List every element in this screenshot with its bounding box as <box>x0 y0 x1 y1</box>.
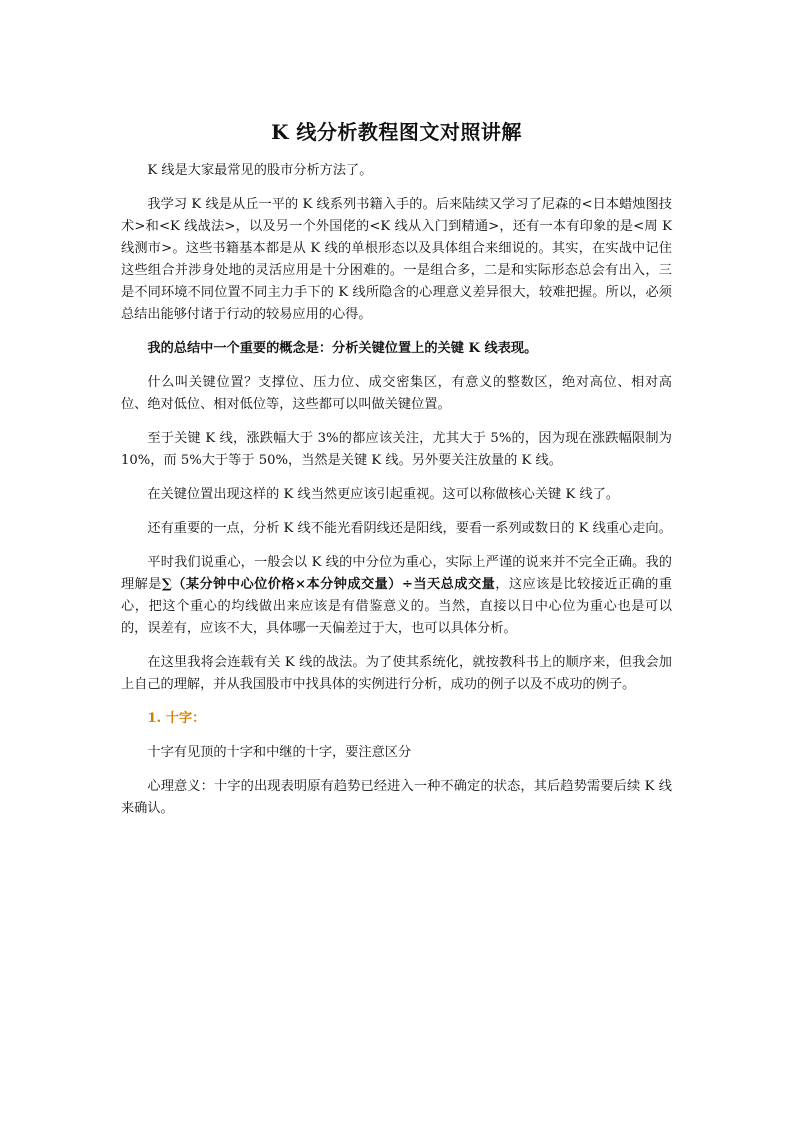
weighted-center-formula: ∑（某分钟中心位价格×本分钟成交量）÷当天总成交量 <box>161 577 496 592</box>
center-calculation-intro: 平时我们说重心，一般会以 K 线的中分位为重心，实际上严谨的说来并不完全正确。我的理解是 <box>121 555 672 592</box>
section-heading-cross: 1. 十字： <box>147 711 206 726</box>
paragraph-key-concept: 我的总结中一个重要的概念是：分析关键位置上的关键 K 线表现。 <box>147 341 538 356</box>
paragraph-key-candle: 至于关键 K 线，涨跌幅大于 3%的都应该关注，尤其大于 5%的，因为现在涨跌幅限制为 10%，而 5%大于等于 50%，当然是关键 K 线。另外要关注放量的 K 线。 <box>121 431 672 468</box>
paragraph-cross-meaning: 心理意义：十字的出现表明原有趋势已经进入一种不确定的状态，其后趋势需要后续 K 线来确认。 <box>121 779 672 816</box>
paragraph-learning-history: 我学习 K 线是从丘一平的 K 线系列书籍入手的。后来陆续又学习了尼森的<日本蜡烛图技术>和<K 线战法>，以及另一个外国佬的<K 线从入门到精通>，还有一本有印象的是<周 K 线测市>。这些书籍基本都是从 K 线的单根形态以及具体组合来细说的。其实，在实战中记住这些组合并涉身处地的灵活应用是十分困难的。一是组合多，二是和实际形态总会有出入，三是不同环境不同位置不同主力手下的 K 线所隐含的心理意义差异很大，较难把握。所以，必须总结出能够付诸于行动的较易应用的心得。 <box>121 197 672 322</box>
document-page <box>121 118 672 832</box>
paragraph-cross-types: 十字有见顶的十字和中继的十字，要注意区分 <box>147 745 412 760</box>
paragraph-center-calculation <box>121 552 672 640</box>
paragraph-key-position: 什么叫关键位置？支撑位、压力位、成交密集区，有意义的整数区，绝对高位、相对高位、绝对低位、相对低位等，这些都可以叫做关键位置。 <box>121 375 672 412</box>
center-calculation-explanation: ，这应该是比较接近正确的重心，把这个重心的均线做出来应该是有借鉴意义的。当然，直接以日中心位为重心也是可以的，误差有，应该不大，具体哪一天偏差过于大，也可以具体分析。 <box>121 577 673 636</box>
paragraph-center-trend: 还有重要的一点，分析 K 线不能光看阴线还是阳线，要看一系列或数日的 K 线重心走向。 <box>147 521 672 536</box>
paragraph-core-key-candle: 在关键位置出现这样的 K 线当然更应该引起重视。这可以称做核心关键 K 线了。 <box>147 487 620 502</box>
paragraph-series-plan: 在这里我将会连载有关 K 线的战法。为了使其系统化，就按教科书上的顺序来，但我会加上自己的理解，并从我国股市中找具体的实例进行分析，成功的例子以及不成功的例子。 <box>121 655 672 692</box>
paragraph-intro: K 线是大家最常见的股市分析方法了。 <box>147 163 373 178</box>
document-title: K 线分析教程图文对照讲解 <box>271 120 522 144</box>
